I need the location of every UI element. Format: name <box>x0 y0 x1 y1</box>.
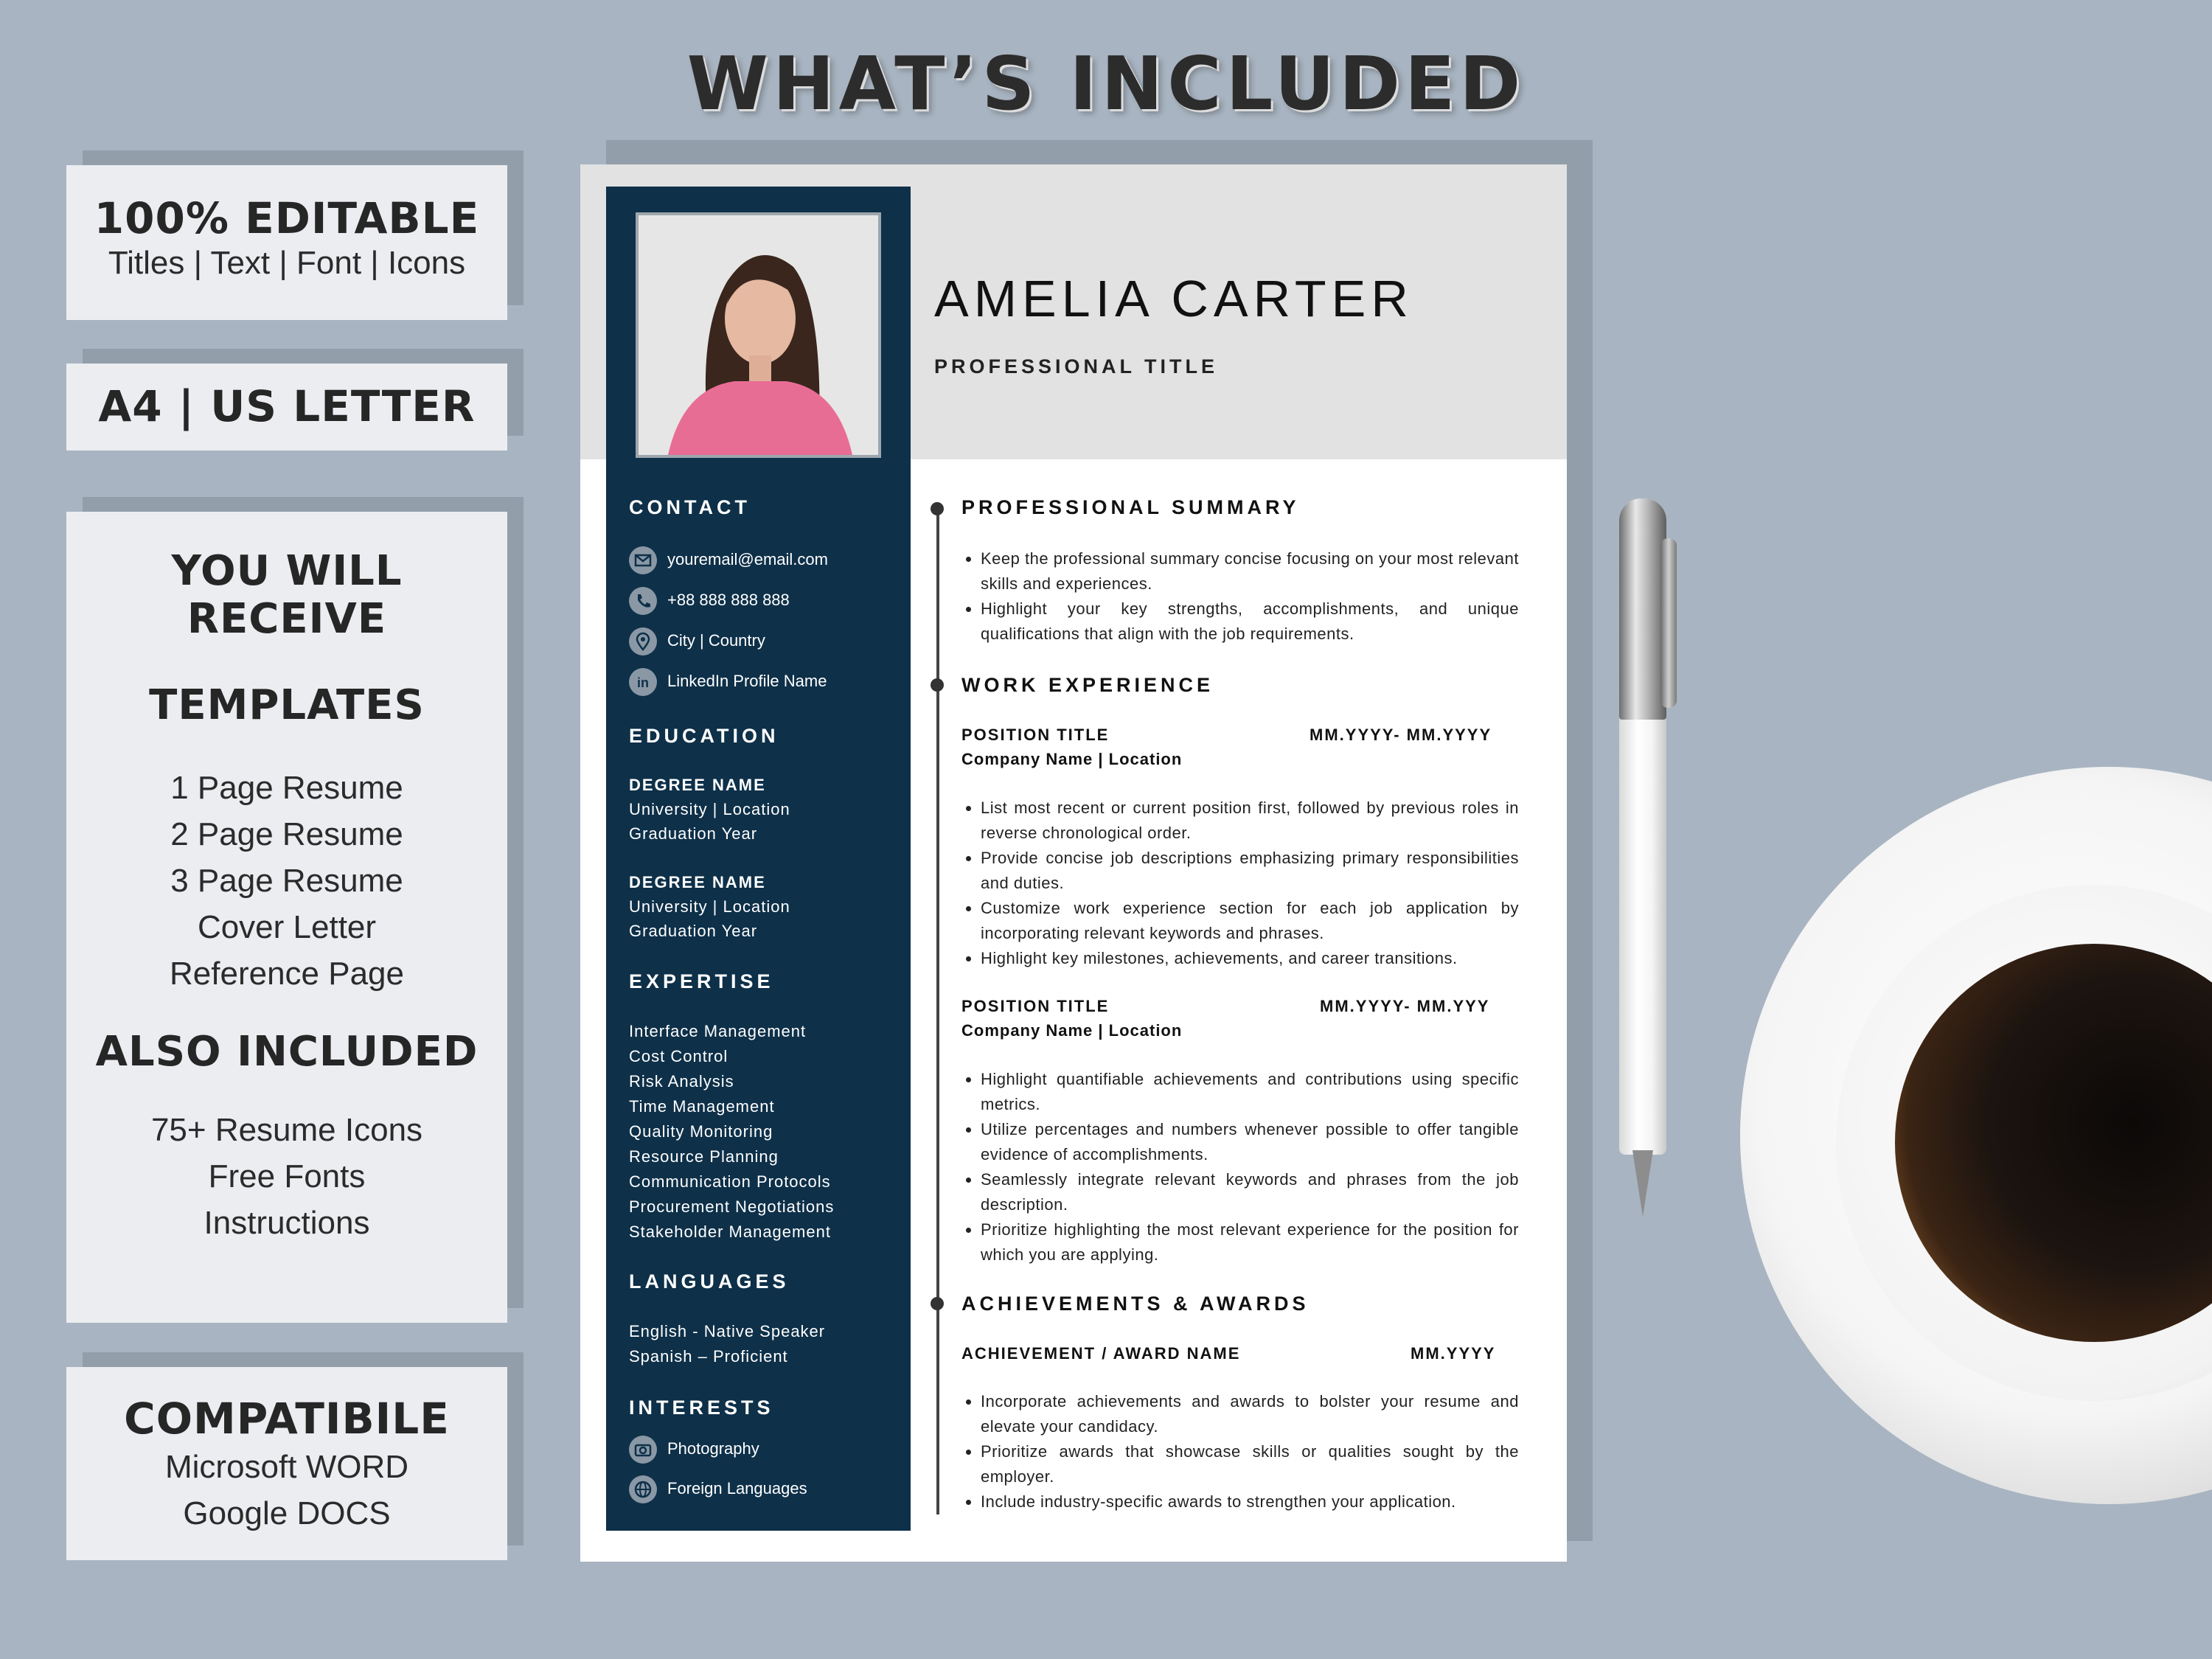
list-item: • Include industry-specific awards to strengthen your application. <box>981 1489 1519 1514</box>
phone-icon <box>629 587 657 615</box>
education-heading: EDUCATION <box>629 725 779 747</box>
pen-clip <box>1660 538 1677 708</box>
job-dates: MM.YYYY- MM.YYY <box>1320 997 1490 1015</box>
expertise-item: Resource Planning <box>629 1147 779 1166</box>
size-card <box>66 364 507 451</box>
profile-photo <box>636 212 881 458</box>
editable-card <box>66 165 507 320</box>
expertise-item: Quality Monitoring <box>629 1122 773 1141</box>
expertise-item: Procurement Negotiations <box>629 1197 835 1216</box>
list-item: • Provide concise job descriptions emphasizing primary responsibilities and duties. <box>981 846 1519 896</box>
contact-heading: CONTACT <box>629 496 751 518</box>
list-item: • Prioritize highlighting the most relevant experience for the position for which you are applying. <box>981 1217 1519 1267</box>
summary-list <box>961 546 1519 647</box>
list-item: Reference Page <box>170 956 404 992</box>
resume-professional-title: PROFESSIONAL TITLE <box>934 355 1219 378</box>
list-item: Google DOCS <box>183 1495 391 1531</box>
compatible-card <box>66 1367 507 1560</box>
expertise-item: Stakeholder Management <box>629 1222 831 1241</box>
list-item: • Highlight your key strengths, accomplishments, and unique qualifications that align with the job requirements. <box>981 597 1519 647</box>
size-heading: A4 | US LETTER <box>98 381 476 431</box>
interest-item: Foreign Languages <box>667 1479 807 1498</box>
expertise-item: Communication Protocols <box>629 1172 831 1191</box>
list-item: • Prioritize awards that showcase skills or qualities sought by the employer. <box>981 1439 1519 1489</box>
timeline-dot <box>931 502 944 515</box>
job-company: Company Name | Location <box>961 750 1183 768</box>
timeline-dot <box>931 678 944 692</box>
job-dates: MM.YYYY- MM.YYYY <box>1310 726 1492 744</box>
job-company: Company Name | Location <box>961 1021 1183 1040</box>
list-item: 2 Page Resume <box>170 816 403 852</box>
list-item: 3 Page Resume <box>170 863 403 899</box>
work-heading: WORK EXPERIENCE <box>961 674 1214 696</box>
also-included-list <box>66 1107 507 1246</box>
education-year: Graduation Year <box>629 922 758 940</box>
timeline-dot <box>931 1297 944 1310</box>
expertise-item: Interface Management <box>629 1022 807 1040</box>
list-item: • Incorporate achievements and awards to bolster your resume and elevate your candidacy. <box>981 1389 1519 1439</box>
contact-email: youremail@email.com <box>667 550 828 568</box>
job-bullets <box>961 796 1519 971</box>
location-icon <box>629 627 657 655</box>
award-name: ACHIEVEMENT / AWARD NAME <box>961 1344 1241 1363</box>
templates-list <box>66 765 507 997</box>
summary-heading: PROFESSIONAL SUMMARY <box>961 496 1300 518</box>
languages-heading: LANGUAGES <box>629 1270 790 1293</box>
templates-heading: TEMPLATES <box>149 681 425 729</box>
camera-icon <box>629 1436 657 1464</box>
award-bullets <box>961 1389 1519 1514</box>
list-item: • Customize work experience section for each job application by incorporating relevant keywords and phrases. <box>981 896 1519 946</box>
list-item: • Seamlessly integrate relevant keywords and phrases from the job description. <box>981 1167 1519 1217</box>
list-item: Instructions <box>204 1205 370 1241</box>
expertise-heading: EXPERTISE <box>629 970 774 992</box>
education-school: University | Location <box>629 897 790 916</box>
education-year: Graduation Year <box>629 824 758 843</box>
resume-name: AMELIA CARTER <box>934 270 1413 327</box>
pen-tip <box>1632 1150 1653 1217</box>
award-date: MM.YYYY <box>1411 1344 1496 1363</box>
receive-heading: YOU WILL RECEIVE <box>171 547 403 643</box>
list-item: • Keep the professional summary concise focusing on your most relevant skills and experiences. <box>981 546 1519 597</box>
also-included-heading: ALSO INCLUDED <box>95 1028 479 1076</box>
compatible-heading: COMPATIBILE <box>124 1394 450 1444</box>
job-bullets <box>961 1067 1519 1267</box>
expertise-item: Risk Analysis <box>629 1072 734 1091</box>
pen-cap <box>1619 498 1666 720</box>
editable-heading: 100% EDITABLE <box>94 193 480 243</box>
job-position: POSITION TITLE <box>961 997 1110 1015</box>
list-item: Free Fonts <box>208 1158 366 1194</box>
list-item: Microsoft WORD <box>165 1449 408 1485</box>
job-position: POSITION TITLE <box>961 726 1110 744</box>
contact-linkedin: LinkedIn Profile Name <box>667 672 827 690</box>
contact-phone: +88 888 888 888 <box>667 591 790 609</box>
timeline-line <box>936 507 939 1514</box>
contact-location: City | Country <box>667 631 765 650</box>
expertise-item: Time Management <box>629 1097 775 1116</box>
list-item: 75+ Resume Icons <box>150 1112 423 1148</box>
receive-card <box>66 512 507 1323</box>
list-item: • List most recent or current position first, followed by previous roles in reverse chronological order. <box>981 796 1519 846</box>
language-item: English - Native Speaker <box>629 1322 826 1340</box>
list-item: • Highlight key milestones, achievements, and career transitions. <box>981 946 1519 971</box>
interest-item: Photography <box>667 1439 759 1458</box>
list-item: • Highlight quantifiable achievements and contributions using specific metrics. <box>981 1067 1519 1117</box>
education-school: University | Location <box>629 800 790 818</box>
compatible-list <box>66 1444 507 1537</box>
list-item: • Utilize percentages and numbers whenever possible to offer tangible evidence of accomplishments. <box>981 1117 1519 1167</box>
education-degree: DEGREE NAME <box>629 776 766 794</box>
list-item: Cover Letter <box>197 909 377 945</box>
list-item: 1 Page Resume <box>170 770 403 806</box>
language-item: Spanish – Proficient <box>629 1347 788 1366</box>
svg-text:in: in <box>637 675 649 690</box>
awards-heading: ACHIEVEMENTS & AWARDS <box>961 1293 1310 1315</box>
email-icon <box>629 546 657 574</box>
page-title: WHAT’S INCLUDED <box>686 41 1526 127</box>
linkedin-icon <box>629 668 657 696</box>
expertise-item: Cost Control <box>629 1047 728 1065</box>
editable-subtext: Titles | Text | Font | Icons <box>108 245 466 281</box>
globe-icon <box>629 1475 657 1503</box>
education-degree: DEGREE NAME <box>629 873 766 891</box>
interests-heading: INTERESTS <box>629 1397 774 1419</box>
person-portrait-icon <box>639 215 878 455</box>
